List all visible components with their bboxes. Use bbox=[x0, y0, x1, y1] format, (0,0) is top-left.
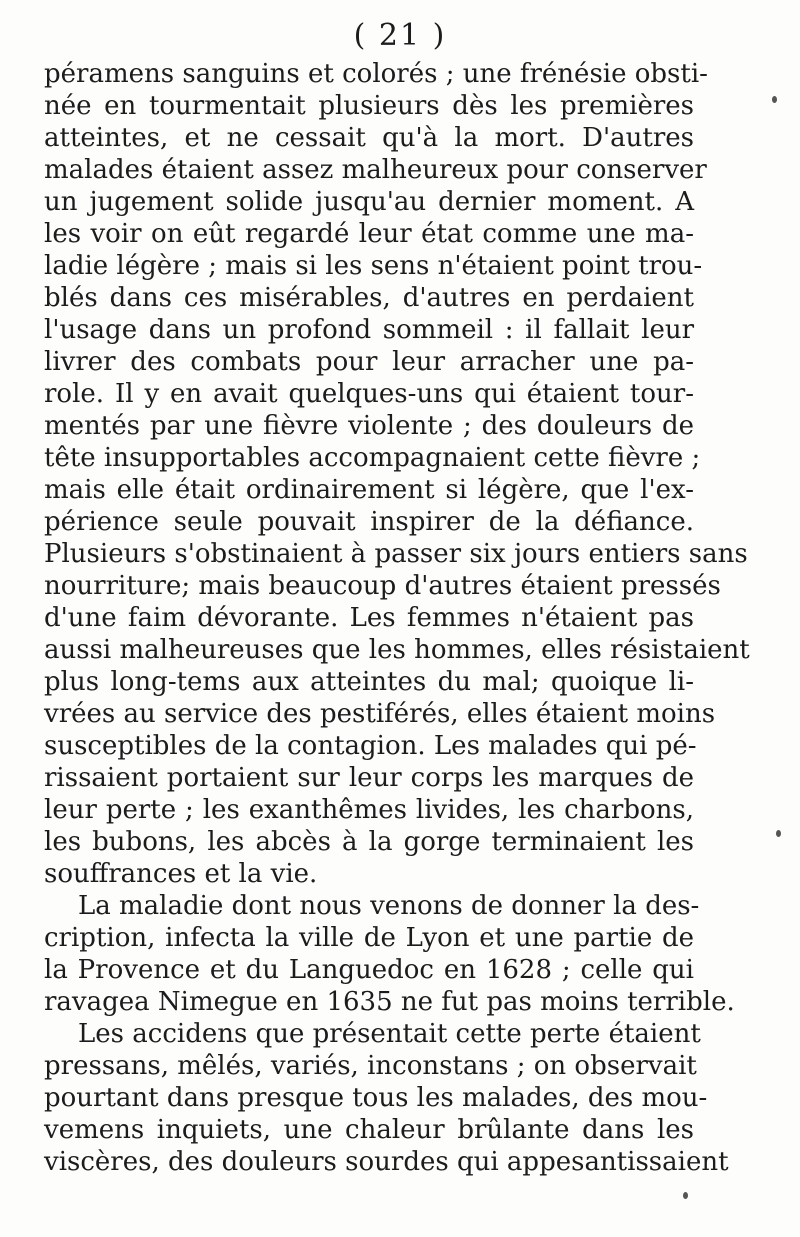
paragraph bbox=[44, 890, 735, 1018]
text-line: susceptibles de la contagion. Les malades qui pé- bbox=[44, 731, 697, 761]
text-line: plus long-tems aux atteintes du mal; quoique li- bbox=[44, 667, 694, 697]
ink-speck bbox=[683, 1192, 688, 1199]
page-number: ( 21 ) bbox=[353, 18, 447, 53]
text-line: leur perte ; les exanthêmes livides, les charbons, bbox=[44, 795, 694, 825]
text-line: mais elle était ordinairement si légère, que l'ex- bbox=[44, 475, 694, 505]
text-line: role. Il y en avait quelques-uns qui étaient tour- bbox=[44, 379, 694, 409]
text-line: les bubons, les abcès à la gorge terminaient les bbox=[44, 827, 694, 857]
text-line: rissaient portaient sur leur corps les marques de bbox=[44, 763, 694, 793]
text-line: pressans, mêlés, variés, inconstans ; on observait bbox=[44, 1051, 697, 1081]
text-line: La maladie dont nous venons de donner la des- bbox=[78, 891, 700, 921]
text-line: aussi malheureuses que les hommes, elles résistaient bbox=[44, 635, 750, 665]
body-text bbox=[44, 58, 750, 1178]
text-line: pourtant dans presque tous les malades, des mou- bbox=[44, 1083, 708, 1113]
text-line: Les accidens que présentait cette perte étaient bbox=[78, 1019, 701, 1049]
text-line: l'usage dans un profond sommeil : il fallait leur bbox=[44, 315, 694, 345]
text-line: ravagea Nimegue en 1635 ne fut pas moins terrible. bbox=[44, 987, 735, 1017]
text-line: malades étaient assez malheureux pour conserver bbox=[44, 155, 707, 185]
text-line: péramens sanguins et colorés ; une frénésie obsti- bbox=[44, 59, 708, 89]
text-line: cription, infecta la ville de Lyon et une partie de bbox=[44, 923, 694, 953]
ink-speck bbox=[772, 96, 777, 103]
text-line: blés dans ces misérables, d'autres en perdaient bbox=[44, 283, 694, 313]
text-line: vrées au service des pestiférés, elles étaient moins bbox=[44, 699, 716, 729]
text-line: tête insupportables accompagnaient cette fièvre ; bbox=[44, 443, 701, 473]
text-line: souffrances et la vie. bbox=[44, 859, 318, 889]
text-line: ladie légère ; mais si les sens n'étaient point trou- bbox=[44, 251, 703, 281]
paragraph bbox=[44, 58, 750, 890]
text-line: livrer des combats pour leur arracher une pa- bbox=[44, 347, 694, 377]
text-line: d'une faim dévorante. Les femmes n'étaient pas bbox=[44, 603, 694, 633]
text-line: nourriture; mais beaucoup d'autres étaient pressés bbox=[44, 571, 721, 601]
text-line: les voir on eût regardé leur état comme une ma- bbox=[44, 219, 694, 249]
text-line: née en tourmentait plusieurs dès les premières bbox=[44, 91, 694, 121]
text-line: vemens inquiets, une chaleur brûlante dans les bbox=[44, 1115, 694, 1145]
text-line: atteintes, et ne cessait qu'à la mort. D'autres bbox=[44, 123, 694, 153]
ink-speck bbox=[776, 830, 781, 837]
text-line: un jugement solide jusqu'au dernier moment. A bbox=[44, 187, 694, 217]
text-line: périence seule pouvait inspirer de la défiance. bbox=[44, 507, 694, 537]
text-line: mentés par une fièvre violente ; des douleurs de bbox=[44, 411, 694, 441]
paragraph bbox=[44, 1018, 729, 1178]
text-line: Plusieurs s'obstinaient à passer six jours entiers sans bbox=[44, 539, 748, 569]
text-line: la Provence et du Languedoc en 1628 ; celle qui bbox=[44, 955, 694, 985]
text-line: viscères, des douleurs sourdes qui appesantissaient bbox=[44, 1147, 729, 1177]
